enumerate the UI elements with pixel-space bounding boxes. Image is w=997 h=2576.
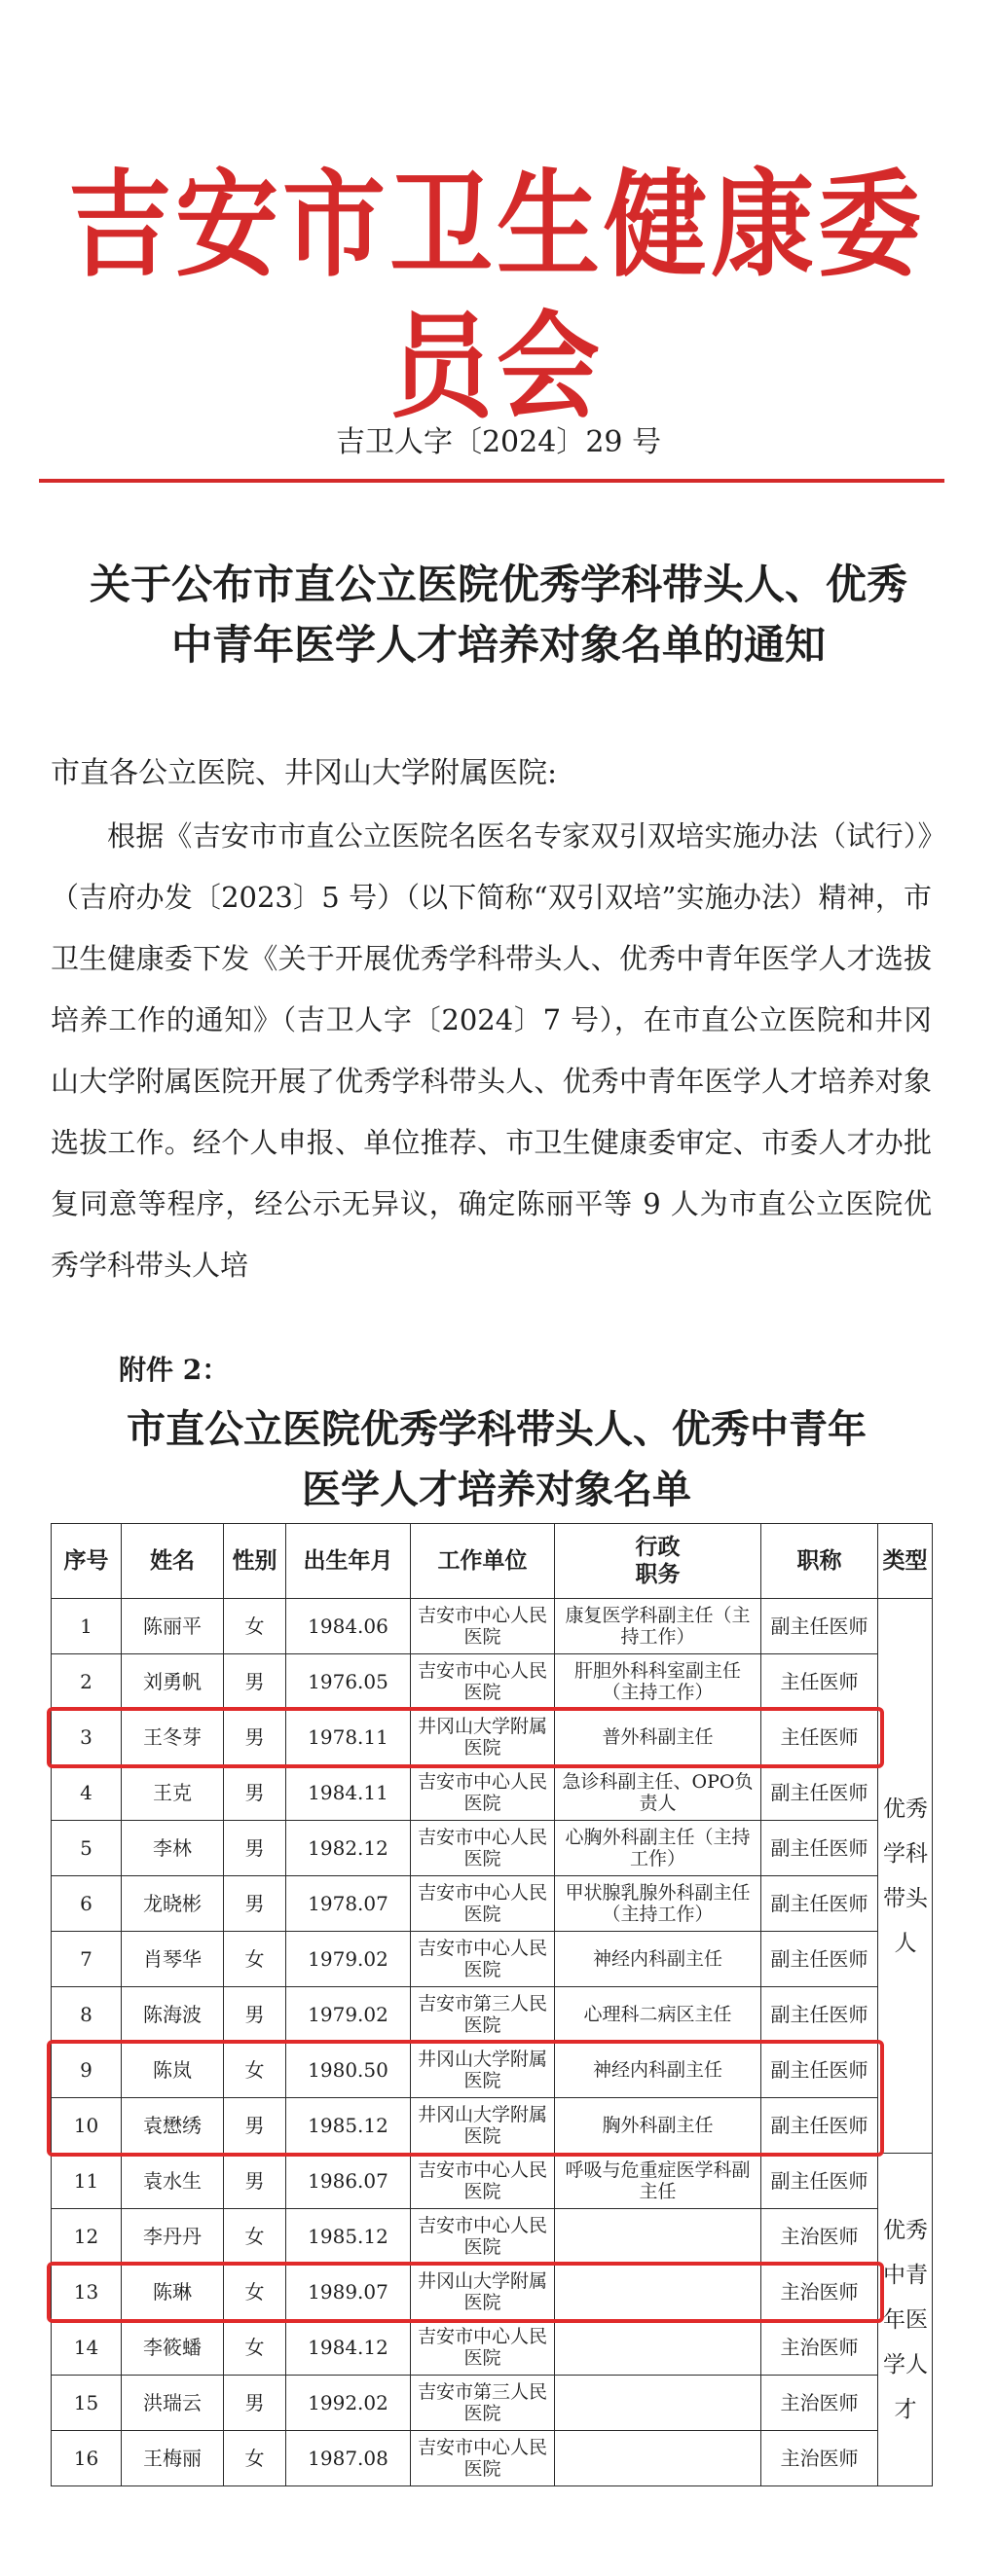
cell-duty: 呼吸与危重症医学科副主任 xyxy=(555,2154,761,2209)
cell-unit: 井冈山大学附属医院 xyxy=(411,2043,555,2098)
cell-unit: 吉安市中心人民医院 xyxy=(411,2431,555,2486)
cell-title: 副主任医师 xyxy=(761,1599,878,1654)
table-row xyxy=(52,1710,933,1765)
notice-title-line-2: 中青年医学人才培养对象名单的通知 xyxy=(170,621,826,669)
cell-unit: 吉安市第三人民医院 xyxy=(411,1987,555,2043)
category-leader xyxy=(878,1599,933,2154)
cell-birth: 1984.11 xyxy=(286,1765,411,1821)
cell-duty: 甲状腺乳腺外科副主任（主持工作） xyxy=(555,1876,761,1932)
table-row xyxy=(52,1987,933,2043)
cell-gender: 男 xyxy=(224,1710,286,1765)
cell-duty xyxy=(555,2376,761,2431)
cell-seq: 11 xyxy=(52,2154,122,2209)
cell-birth: 1986.07 xyxy=(286,2154,411,2209)
cell-name: 袁懋绣 xyxy=(122,2098,224,2154)
cell-gender: 男 xyxy=(224,2376,286,2431)
cell-duty: 胸外科副主任 xyxy=(555,2098,761,2154)
header-name: 姓名 xyxy=(122,1524,224,1599)
table-row xyxy=(52,1821,933,1876)
cell-duty: 神经内科副主任 xyxy=(555,1932,761,1987)
cell-title: 副主任医师 xyxy=(761,2098,878,2154)
header-duty: 行政 职务 xyxy=(555,1524,761,1599)
header-gender: 性别 xyxy=(224,1524,286,1599)
cell-name: 陈海波 xyxy=(122,1987,224,2043)
cell-unit: 吉安市中心人民医院 xyxy=(411,2320,555,2376)
cell-duty: 神经内科副主任 xyxy=(555,2043,761,2098)
cell-birth: 1976.05 xyxy=(286,1654,411,1710)
cell-birth: 1985.12 xyxy=(286,2209,411,2265)
cell-seq: 4 xyxy=(52,1765,122,1821)
salutation: 市直各公立医院、井冈山大学附属医院: xyxy=(51,756,558,790)
cell-gender: 女 xyxy=(224,1932,286,1987)
cell-title: 主治医师 xyxy=(761,2209,878,2265)
cell-seq: 13 xyxy=(52,2265,122,2320)
cell-seq: 1 xyxy=(52,1599,122,1654)
cell-seq: 3 xyxy=(52,1710,122,1765)
table-row xyxy=(52,2043,933,2098)
cell-name: 王冬芽 xyxy=(122,1710,224,1765)
cell-title: 主任医师 xyxy=(761,1710,878,1765)
cell-duty: 心理科二病区主任 xyxy=(555,1987,761,2043)
header-birth: 出生年月 xyxy=(286,1524,411,1599)
cell-duty xyxy=(555,2209,761,2265)
org-letterhead-title: 吉安市卫生健康委员会 xyxy=(68,158,925,435)
cell-unit: 吉安市中心人民医院 xyxy=(411,1654,555,1710)
table-row xyxy=(52,2098,933,2154)
table-row xyxy=(52,2431,933,2486)
cell-name: 洪瑞云 xyxy=(122,2376,224,2431)
cell-gender: 女 xyxy=(224,2209,286,2265)
header-seq: 序号 xyxy=(52,1524,122,1599)
cell-birth: 1992.02 xyxy=(286,2376,411,2431)
red-divider xyxy=(39,479,944,483)
cell-seq: 5 xyxy=(52,1821,122,1876)
cell-name: 李丹丹 xyxy=(122,2209,224,2265)
cell-name: 肖琴华 xyxy=(122,1932,224,1987)
cell-unit: 吉安市中心人民医院 xyxy=(411,1599,555,1654)
cell-birth: 1979.02 xyxy=(286,1987,411,2043)
table-header-row xyxy=(52,1524,933,1599)
cell-duty: 普外科副主任 xyxy=(555,1710,761,1765)
cell-title: 副主任医师 xyxy=(761,1987,878,2043)
table-row xyxy=(52,2376,933,2431)
cell-name: 袁水生 xyxy=(122,2154,224,2209)
cell-birth: 1985.12 xyxy=(286,2098,411,2154)
cell-gender: 女 xyxy=(224,2043,286,2098)
cell-gender: 女 xyxy=(224,2431,286,2486)
list-title-line-2: 医学人才培养对象名单 xyxy=(302,1467,691,1512)
cell-unit: 吉安市第三人民医院 xyxy=(411,2376,555,2431)
cell-title: 主任医师 xyxy=(761,1654,878,1710)
cell-unit: 井冈山大学附属医院 xyxy=(411,2098,555,2154)
list-title-line-1: 市直公立医院优秀学科带头人、优秀中青年 xyxy=(127,1406,867,1452)
cell-birth: 1978.11 xyxy=(286,1710,411,1765)
cell-name: 王梅丽 xyxy=(122,2431,224,2486)
cell-name: 李林 xyxy=(122,1821,224,1876)
cell-birth: 1984.12 xyxy=(286,2320,411,2376)
header-category: 类型 xyxy=(878,1524,933,1599)
cell-gender: 女 xyxy=(224,2320,286,2376)
cell-duty xyxy=(555,2320,761,2376)
cell-duty xyxy=(555,2265,761,2320)
category-label: 优秀中青年医学人才 xyxy=(883,2217,928,2422)
cell-title: 副主任医师 xyxy=(761,1765,878,1821)
cell-gender: 女 xyxy=(224,2265,286,2320)
cell-seq: 8 xyxy=(52,1987,122,2043)
table-row xyxy=(52,1932,933,1987)
cell-name: 李筱蟠 xyxy=(122,2320,224,2376)
list-title xyxy=(58,1399,935,1520)
cell-title: 副主任医师 xyxy=(761,2154,878,2209)
header-title: 职称 xyxy=(761,1524,878,1599)
cell-unit: 井冈山大学附属医院 xyxy=(411,1710,555,1765)
cell-birth: 1980.50 xyxy=(286,2043,411,2098)
notice-title xyxy=(29,555,968,675)
cell-unit: 吉安市中心人民医院 xyxy=(411,1932,555,1987)
cell-title: 副主任医师 xyxy=(761,1932,878,1987)
cell-gender: 男 xyxy=(224,1876,286,1932)
cell-unit: 吉安市中心人民医院 xyxy=(411,1876,555,1932)
cell-duty: 心胸外科副主任（主持工作） xyxy=(555,1821,761,1876)
cell-gender: 女 xyxy=(224,1599,286,1654)
cell-title: 主治医师 xyxy=(761,2320,878,2376)
cell-unit: 吉安市中心人民医院 xyxy=(411,2154,555,2209)
cell-gender: 男 xyxy=(224,1821,286,1876)
cell-name: 王克 xyxy=(122,1765,224,1821)
table-row xyxy=(52,2265,933,2320)
cell-birth: 1987.08 xyxy=(286,2431,411,2486)
cell-title: 主治医师 xyxy=(761,2431,878,2486)
category-label: 优秀学科带头人 xyxy=(883,1796,928,1956)
cell-seq: 7 xyxy=(52,1932,122,1987)
cell-seq: 16 xyxy=(52,2431,122,2486)
cell-birth: 1984.06 xyxy=(286,1599,411,1654)
cell-seq: 10 xyxy=(52,2098,122,2154)
cell-unit: 井冈山大学附属医院 xyxy=(411,2265,555,2320)
cell-title: 主治医师 xyxy=(761,2376,878,2431)
attachment-label: 附件 2： xyxy=(119,1354,230,1386)
cell-seq: 14 xyxy=(52,2320,122,2376)
cell-gender: 男 xyxy=(224,1987,286,2043)
cell-title: 副主任医师 xyxy=(761,2043,878,2098)
cell-seq: 6 xyxy=(52,1876,122,1932)
cell-birth: 1982.12 xyxy=(286,1821,411,1876)
cell-title: 副主任医师 xyxy=(761,1876,878,1932)
cell-birth: 1989.07 xyxy=(286,2265,411,2320)
cell-seq: 12 xyxy=(52,2209,122,2265)
table-row xyxy=(52,1876,933,1932)
cell-unit: 吉安市中心人民医院 xyxy=(411,1765,555,1821)
cell-seq: 9 xyxy=(52,2043,122,2098)
table-row xyxy=(52,2154,933,2209)
cell-name: 陈丽平 xyxy=(122,1599,224,1654)
cell-seq: 2 xyxy=(52,1654,122,1710)
cell-name: 陈琳 xyxy=(122,2265,224,2320)
cell-title: 副主任医师 xyxy=(761,1821,878,1876)
cell-name: 陈岚 xyxy=(122,2043,224,2098)
cell-name: 龙晓彬 xyxy=(122,1876,224,1932)
category-young xyxy=(878,2154,933,2486)
cell-gender: 男 xyxy=(224,2098,286,2154)
body-paragraph: 根据《吉安市市直公立医院名医名专家双引双培实施办法（试行）》（吉府办发〔2023〕5 号）（以下简称“双引双培”实施办法）精神，市卫生健康委下发《关于开展优秀学科带头人、优秀中青年医学人才选拔培养工作的通知》（吉卫人字〔2024〕7 号），在市直公立医院和井冈山大学附属医院开展了优秀学科带头人、优秀中青年医学人才培养对象选拔工作。经个人申报、单位推荐、市卫生健康委审定、市委人才办批复同意等程序，经公示无异议，确定陈丽平等 9 人为市直公立医院优秀学科带头人培 xyxy=(51,819,932,1282)
notice-title-line-1: 关于公布市直公立医院优秀学科带头人、优秀 xyxy=(89,561,907,608)
cell-duty xyxy=(555,2431,761,2486)
table-row xyxy=(52,2320,933,2376)
table-row xyxy=(52,1654,933,1710)
cell-title: 主治医师 xyxy=(761,2265,878,2320)
cell-name: 刘勇帆 xyxy=(122,1654,224,1710)
cell-birth: 1979.02 xyxy=(286,1932,411,1987)
cell-duty: 急诊科副主任、OPO负责人 xyxy=(555,1765,761,1821)
table-row xyxy=(52,1765,933,1821)
cell-duty: 康复医学科副主任（主持工作） xyxy=(555,1599,761,1654)
cell-seq: 15 xyxy=(52,2376,122,2431)
cell-unit: 吉安市中心人民医院 xyxy=(411,1821,555,1876)
cell-unit: 吉安市中心人民医院 xyxy=(411,2209,555,2265)
cell-gender: 男 xyxy=(224,1765,286,1821)
cell-birth: 1978.07 xyxy=(286,1876,411,1932)
cell-gender: 男 xyxy=(224,2154,286,2209)
cell-gender: 男 xyxy=(224,1654,286,1710)
cell-duty: 肝胆外科科室副主任（主持工作） xyxy=(555,1654,761,1710)
header-unit: 工作单位 xyxy=(411,1524,555,1599)
table-row xyxy=(52,1599,933,1654)
document-number: 吉卫人字〔2024〕29 号 xyxy=(335,425,662,459)
table-body xyxy=(52,1599,933,2486)
talent-roster-table xyxy=(51,1523,933,2486)
table-row xyxy=(52,2209,933,2265)
